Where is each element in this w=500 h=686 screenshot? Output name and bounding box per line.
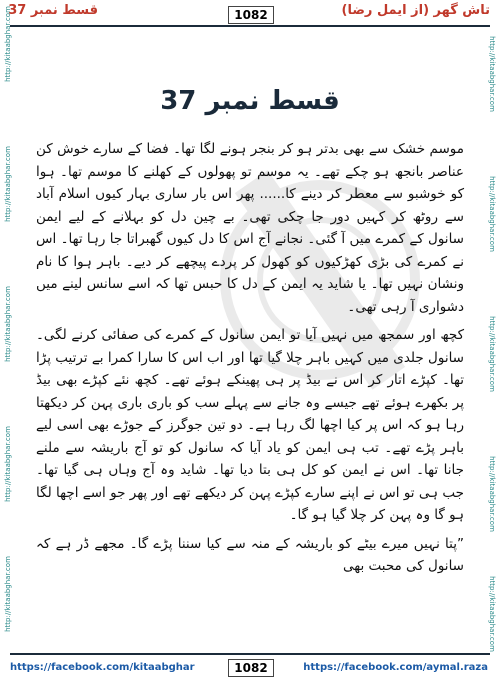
- book-title: تاش گھر (از ایمل رضا): [341, 3, 490, 18]
- footer-divider: [10, 653, 490, 655]
- paragraph: موسم خشک سے بھی بدتر ہو کر بنجر ہونے لگا تھا۔ فضا کے سارے خوش کن عناصر بانجھ ہو چکے تھے۔ یہ موسم تو پھولوں کے کھلنے کا موسم تھا۔ ہوا کو خوشبو سے معطر کر دینے کا...... پھر اس بار ساری بہار کیوں اسلام آباد سے روٹھ کر کہیں دور جا چکی تھی۔ بے چین دل کو بہلانے کے لیے ایمن سانول کے کمرے میں آ گئی۔ نجانے آج اس کا دل کیوں گھبراتا جا رہا تھا۔ اس نے کمرے کی بڑی کھڑکیوں کو کھول کر پردے پیچھے کر دیے۔ باہر ہوا کا نام ونشان نہیں تھا۔ یا شاید یہ ایمن کے دل کا حبس تھا کہ اسے سانس لینے میں دشواری آ رہی تھی۔: [36, 141, 464, 315]
- episode-heading: قسط نمبر 37: [160, 86, 340, 116]
- page-header: [0, 0, 500, 26]
- side-link-right-1[interactable]: http://kitaabghar.com: [488, 36, 496, 112]
- header-episode: قسط نمبر 37: [8, 3, 98, 18]
- story-body: [36, 138, 464, 584]
- side-link-right-3[interactable]: http://kitaabghar.com: [488, 316, 496, 392]
- footer-page-number: 1082: [228, 659, 274, 677]
- side-link-left-5[interactable]: http://kitaabghar.com: [4, 556, 12, 632]
- side-link-left-1[interactable]: http://kitaabghar.com: [4, 6, 12, 82]
- facebook-link-author[interactable]: https://facebook.com/aymal.raza: [303, 662, 488, 673]
- side-link-right-2[interactable]: http://kitaabghar.com: [488, 176, 496, 252]
- header-page-number: 1082: [228, 6, 274, 24]
- side-link-left-3[interactable]: http://kitaabghar.com: [4, 286, 12, 362]
- paragraph: ”پتا نہیں میرے بیٹے کو باریشہ کے منہ سے کیا سننا پڑے گا۔ مجھے ڈر ہے کہ سانول کی محبت بھی: [36, 535, 464, 574]
- paragraph: کچھ اور سمجھ میں نہیں آیا تو ایمن سانول کے کمرے کی صفائی کرنے لگی۔ سانول جلدی میں کہیں باہر چلا گیا تھا اور اب اس کا سارا کمرا بے ترتیب پڑا تھا۔ کپڑے اتار کر اس نے بیڈ پر ہی پھینکے ہوئے تھے۔ کچھ نئے کپڑے بھی بیڈ پر بکھرے ہوئے تھے جیسے وہ جانے سے پہلے سب کو باری باری پہن کر دیکھتا رہا ہو کہ اس پر کیا اچھا لگ رہا ہے۔ دو تین جوگرز کے جوڑے بھی اسی لیے باہر پڑے تھے۔ تب ہی ایمن کو یاد آیا کہ سانول کو تو آج باریشہ سے ملنے جانا تھا۔ اس نے ایمن کو کل ہی بتا دیا تھا۔ شاید وہ آج وہاں ہی گیا تھا۔ جب ہی تو اس نے اپنے سارے کپڑے پہن کر دیکھے تھے اور پھر جو اسے اچھا لگا ہو گا وہ پہن کر چلا گیا ہو گا۔: [36, 327, 464, 523]
- side-link-right-4[interactable]: http://kitaabghar.com: [488, 456, 496, 532]
- side-link-right-5[interactable]: http://kitaabghar.com: [488, 576, 496, 652]
- facebook-link-kitaabghar[interactable]: https://facebook.com/kitaabghar: [10, 662, 195, 673]
- header-divider: [10, 25, 490, 27]
- side-link-left-2[interactable]: http://kitaabghar.com: [4, 146, 12, 222]
- side-link-left-4[interactable]: http://kitaabghar.com: [4, 426, 12, 502]
